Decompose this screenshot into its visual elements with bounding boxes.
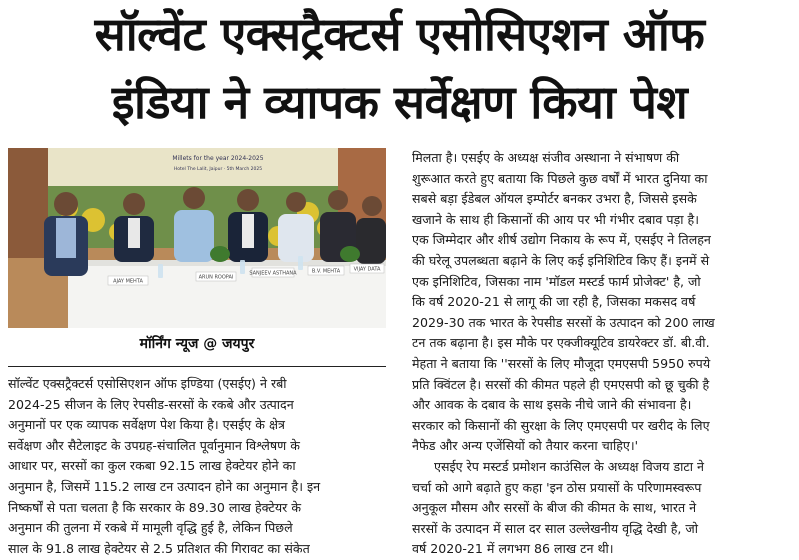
nameplate-2: ARUN ROOPAI [198,274,234,281]
paragraph-line: एक जिम्मेदार और शीर्ष उद्योग निकाय के रूप में, एसईए ने तिलहन [412,232,711,248]
paragraph-line: 2029-30 तक भारत के रेपसीड सरसों के उत्पादन को 200 लाख [412,314,715,330]
nameplate-5: VIJAY DATA [353,266,381,273]
paragraph-line: की घरेलू उपलब्धता बढ़ाने के लिए कई इनिशिटिव किए हैं। इनमें से [412,252,710,268]
paragraph-line: मिलता है। एसईए के अध्यक्ष संजीव अस्थाना ने संभाषण की [412,150,680,165]
article-body-left [8,374,388,559]
event-photo [8,148,386,328]
paragraph-line: सर्वेक्षण और सैटेलाइट के उपग्रह-संचालित पूर्वानुमान विश्लेषण के [8,437,300,453]
paragraph-line: सॉल्वेंट एक्सट्रैक्टर्स एसोसिएशन ऑफ इण्डिया (एसईए) ने रबी [8,376,287,391]
paragraph-line: चर्चा को आगे बढ़ाते हुए कहा 'इन ठोस प्रयासों के परिणामस्वरूप [412,479,702,495]
paragraph-line: सरकार को किसानों की सुरक्षा के लिए एमएसपी पर खरीद के लिए [412,417,710,433]
headline-line-1: सॉल्वेंट एक्सट्रैक्टर्स एसोसिएशन ऑफ [94,7,705,61]
paragraph-line: आधार पर, सरसों का कुल रकबा 92.15 लाख हेक्टेयर होने का [8,458,296,474]
paragraph-line: अनुमान की तुलना में रकबे में मामूली वृद्धि हुई है, लेकिन पिछले [8,520,293,536]
paragraph-line: सबसे बड़ा ईडेबल ऑयल इम्पोर्टर बनकर उभरा है, जिससे इसके [412,191,697,207]
paragraph-line: कि वर्ष 2020-21 से लागू की जा रही है, जिसका मकसद वर्ष [412,294,696,310]
nameplate-3: SANJEEV ASTHANA [249,270,297,277]
paragraph-line: अनुमान है, जिसमें 115.2 लाख टन उत्पादन होने का अनुमान है। इन [8,478,321,494]
paragraph-line: टन तक बढ़ाना है। इस मौके पर एक्जीक्यूटिव डायरेक्टर डॉ. बी.वी. [412,335,710,351]
paragraph-line: वर्ष 2020-21 में लगभग 86 लाख टन थी। [412,541,614,557]
column-divider-rule [8,366,386,367]
paragraph-line: निष्कर्षों से पता चलता है कि सरकार के 89.30 लाख हेक्टेयर के [8,499,301,515]
paragraph-line: प्रति क्विंटल है। सरसों की कीमत पहले ही एमएसपी को छू चुकी है [412,376,710,392]
nameplate-1: AJAY MEHTA [113,278,143,285]
paragraph-line: 2024-25 सीजन के लिए रेपसीड-सरसों के रकबे और उत्पादन [8,396,294,412]
paragraph-line: खजाने के साथ ही किसानों की आय पर भी गंभीर दबाव पड़ा है। [412,211,699,227]
paragraph-line: और आवक के दबाव के साथ इसके नीचे जाने की संभावना है। [412,397,692,413]
paragraph-line: एसईए रेप मस्टर्ड प्रमोशन काउंसिल के अध्यक्ष विजय डाटा ने [434,458,705,474]
paragraph-line: अनुमानों पर एक व्यापक सर्वेक्षण पेश किया है। एसईए के क्षेत्र [8,417,285,433]
paragraph-line: शुरूआत करते हुए बताया कि पिछले कुछ वर्षों में भारत दुनिया का [412,170,708,186]
event-photo-image [8,148,386,328]
banner-text: Millets for the year 2024-2025 [172,155,264,162]
headline [0,0,799,136]
paragraph-line: सरसों के उत्पादन में साल दर साल उल्लेखनीय वृद्धि देखी है, जो [412,520,699,536]
paragraph-line: अनुकूल मौसम और सरसों के बीज की कीमत के साथ, भारत ने [412,500,697,516]
headline-line-2: इंडिया ने व्यापक सर्वेक्षण किया पेश [111,75,688,129]
paragraph-line: साल के 91.8 लाख हेक्टेयर से 2.5 प्रतिशत की गिरावट का संकेत [8,540,310,556]
paragraph-line: मेहता ने बताया कि ''सरसों के लिए मौजूदा एमएसपी 5950 रुपये [412,355,711,371]
paragraph-line: एक इनिशिटिव, जिसका नाम 'मॉडल मस्टर्ड फार्म प्रोजेक्ट' है, जो [412,273,701,289]
paragraph-line: नैफेड और अन्य एजेंसियों को तैयार करना चाहिए।' [412,438,639,454]
nameplate-4: B.V. MEHTA [311,268,341,275]
banner-subtext: Hotel The Lalit, Jaipur · 5th March 2025 [173,167,263,172]
article-body-right [412,148,796,560]
photo-caption: मॉर्निंग न्यूज @ जयपुर [139,336,255,352]
